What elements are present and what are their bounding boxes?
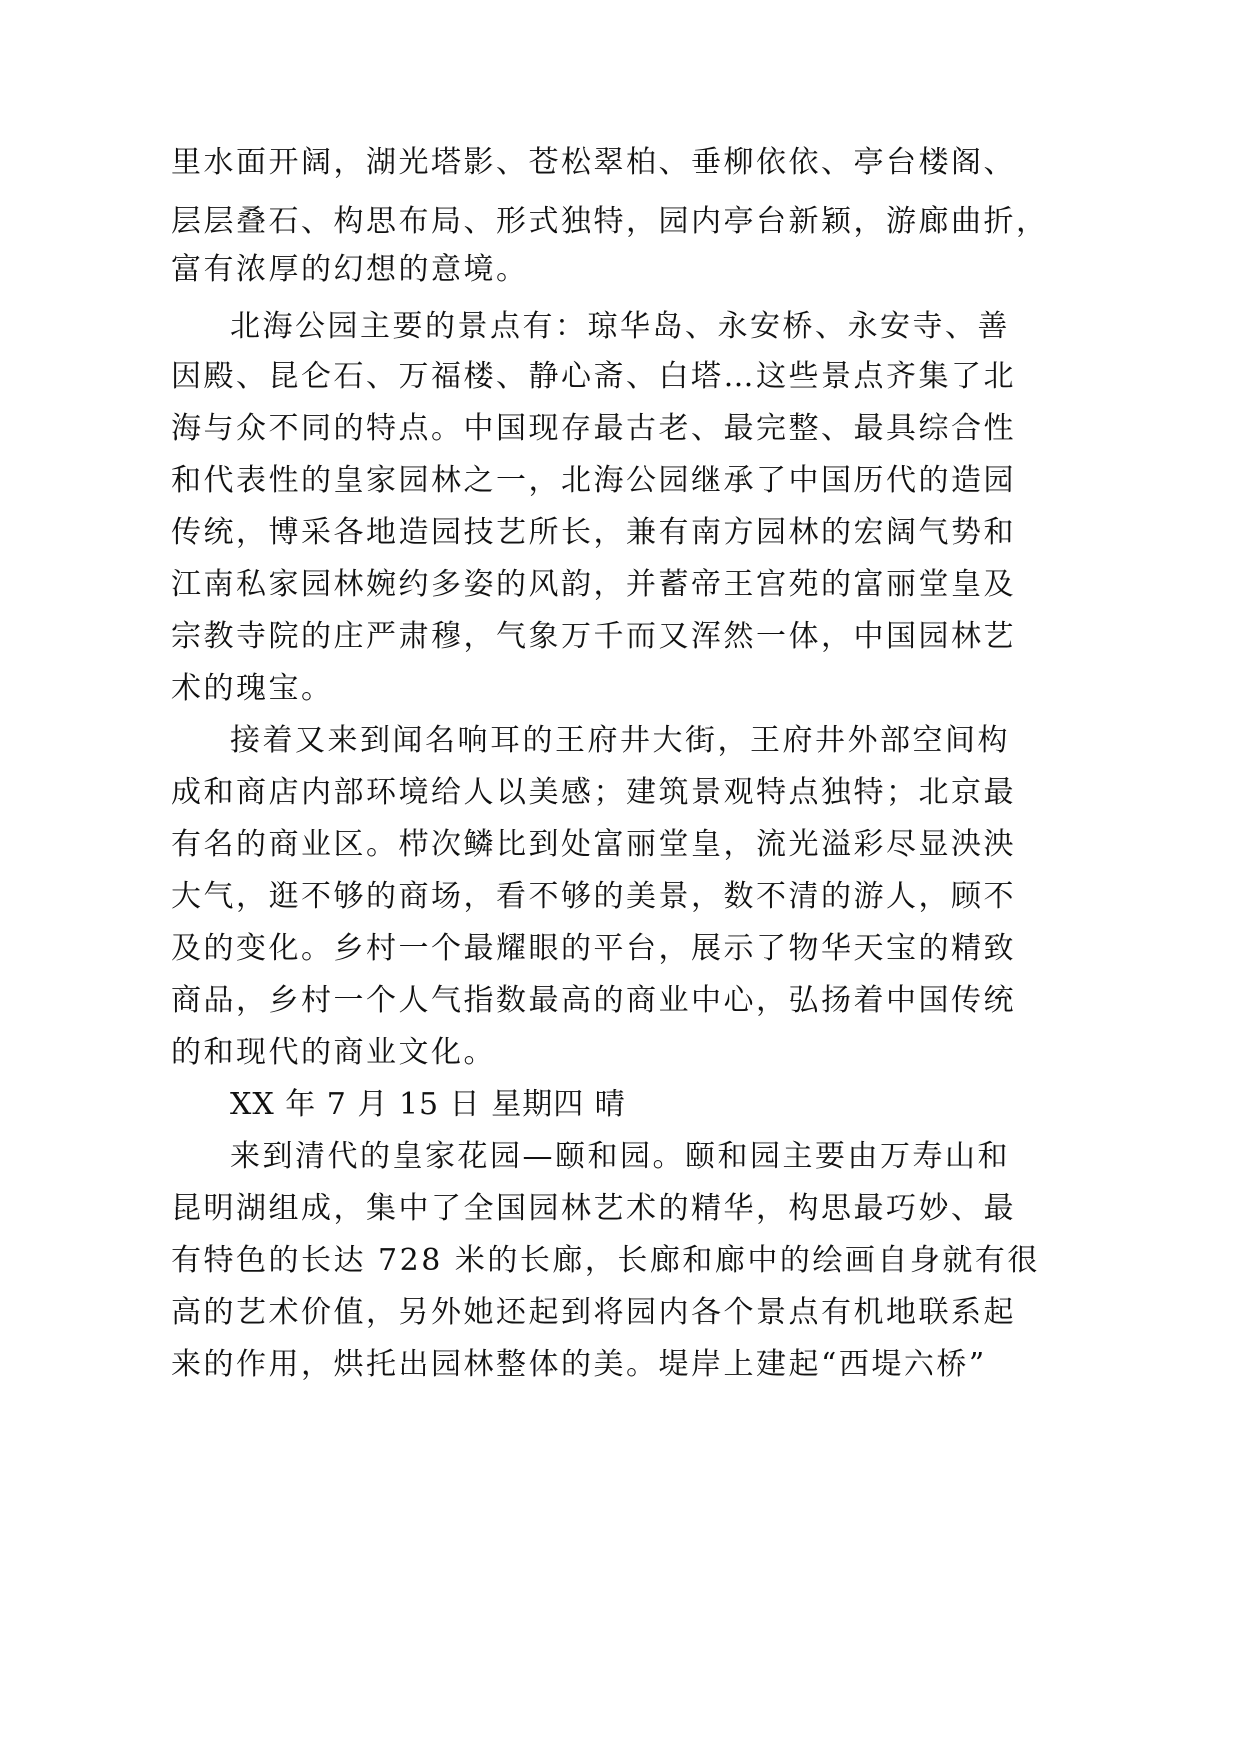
text-line: 传统，博采各地造园技艺所长，兼有南方园林的宏阔气势和 xyxy=(171,515,1016,550)
text-line: 及的变化。乡村一个最耀眼的平台，展示了物华天宝的精致 xyxy=(171,931,1016,966)
text-line: 成和商店内部环境给人以美感；建筑景观特点独特；北京最 xyxy=(171,775,1016,810)
text-line: 宗教寺院的庄严肃穆，气象万千而又浑然一体，中国园林艺 xyxy=(171,619,1016,654)
text-line: 的和现代的商业文化。 xyxy=(171,1035,496,1070)
text-line: 商品，乡村一个人气指数最高的商业中心，弘扬着中国传统 xyxy=(171,983,1016,1018)
diary-date-line: XX 年 7 月 15 日 星期四 晴 xyxy=(230,1087,626,1122)
text-line: 海与众不同的特点。中国现存最古老、最完整、最具综合性 xyxy=(171,411,1016,446)
text-line: 有名的商业区。栉次鳞比到处富丽堂皇，流光溢彩尽显泱泱 xyxy=(171,827,1016,862)
text-line: 高的艺术价值，另外她还起到将园内各个景点有机地联系起 xyxy=(171,1295,1016,1330)
text-line: 因殿、昆仑石、万福楼、静心斋、白塔…这些景点齐集了北 xyxy=(171,359,1016,394)
text-line: 富有浓厚的幻想的意境。 xyxy=(171,252,529,287)
text-line: 里水面开阔，湖光塔影、苍松翠柏、垂柳依依、亭台楼阁、 xyxy=(171,145,1016,180)
text-line: 有特色的长达 728 米的长廊，长廊和廊中的绘画自身就有很 xyxy=(171,1243,1040,1278)
text-line: 层层叠石、构思布局、形式独特，园内亭台新颖，游廊曲折， xyxy=(171,204,1049,239)
text-line: 昆明湖组成，集中了全国园林艺术的精华，构思最巧妙、最 xyxy=(171,1191,1016,1226)
text-line: 和代表性的皇家园林之一，北海公园继承了中国历代的造园 xyxy=(171,463,1016,498)
paragraph-first-line: 接着又来到闻名响耳的王府井大街，王府井外部空间构 xyxy=(230,723,1010,758)
text-line: 江南私家园林婉约多姿的风韵，并蓄帝王宫苑的富丽堂皇及 xyxy=(171,567,1016,602)
paragraph-first-line: 来到清代的皇家花园—颐和园。颐和园主要由万寿山和 xyxy=(230,1139,1010,1174)
text-line: 大气，逛不够的商场，看不够的美景，数不清的游人，顾不 xyxy=(171,879,1016,914)
text-line: 术的瑰宝。 xyxy=(171,671,334,706)
text-line: 来的作用，烘托出园林整体的美。堤岸上建起“西堤六桥” xyxy=(171,1347,987,1382)
paragraph-first-line: 北海公园主要的景点有：琼华岛、永安桥、永安寺、善 xyxy=(230,309,1010,344)
